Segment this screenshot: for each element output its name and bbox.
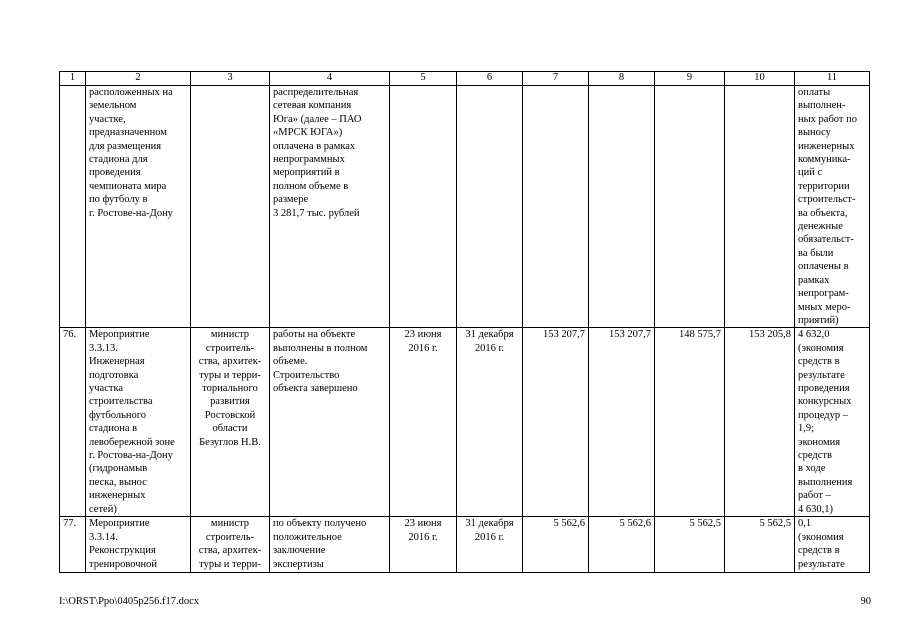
responsible-person: министр строитель- ства, архитек- туры и терри- bbox=[191, 517, 270, 573]
measure-name: расположенных на земельном участке, предназначенном для размещения стадиона для проведения чемпионата мира по футболу в г. Ростове-на-Дону bbox=[86, 86, 191, 328]
end-date bbox=[457, 86, 523, 328]
end-date: 31 декабря 2016 г. bbox=[457, 517, 523, 573]
remark: оплаты выполнен- ных работ по выносу инженерных коммуника- ций с территории строительст- ва объекта, денежные обязательст- ва были оплачены в рамках непрограм- мных меро- приятий) bbox=[795, 86, 870, 328]
column-header: 6 bbox=[457, 72, 523, 86]
remark: 0,1 (экономия средств в результате bbox=[795, 517, 870, 573]
start-date: 23 июня 2016 г. bbox=[390, 517, 457, 573]
actual-value bbox=[655, 86, 725, 328]
measure-name: Мероприятие 3.3.14. Реконструкция тренировочной bbox=[86, 517, 191, 573]
contract-value: 5 562,6 bbox=[589, 517, 655, 573]
page-number: 90 bbox=[860, 596, 871, 607]
result-description: распределительная сетевая компания Юга» (далее – ПАО «МРСК ЮГА») оплачена в рамках непрограммных мероприятий в полном объеме в размере 3 281,7 тыс. рублей bbox=[270, 86, 390, 328]
column-header: 2 bbox=[86, 72, 191, 86]
header-row bbox=[60, 72, 870, 86]
column-header: 10 bbox=[725, 72, 795, 86]
plan-value: 153 207,7 bbox=[523, 328, 589, 517]
measure-name: Мероприятие 3.3.13. Инженерная подготовка участка строительства футбольного стадиона в левобережной зоне г. Ростова-на-Дону (гидронамыв песка, вынос инженерных сетей) bbox=[86, 328, 191, 517]
remark: 4 632,0 (экономия средств в результате проведения конкурсных процедур – 1,9; экономия средств в ходе выполнения работ – 4 630,1) bbox=[795, 328, 870, 517]
fact-value bbox=[725, 86, 795, 328]
column-header: 9 bbox=[655, 72, 725, 86]
responsible-person bbox=[191, 86, 270, 328]
column-header: 1 bbox=[60, 72, 86, 86]
start-date: 23 июня 2016 г. bbox=[390, 328, 457, 517]
responsible-person: министр строитель- ства, архитек- туры и терри- ториального развития Ростовской области Безуглов Н.В. bbox=[191, 328, 270, 517]
fact-value: 5 562,5 bbox=[725, 517, 795, 573]
plan-value: 5 562,6 bbox=[523, 517, 589, 573]
result-description: работы на объекте выполнены в полном объеме. Строительство объекта завершено bbox=[270, 328, 390, 517]
table-row bbox=[60, 86, 870, 328]
column-header: 5 bbox=[390, 72, 457, 86]
column-header: 8 bbox=[589, 72, 655, 86]
end-date: 31 декабря 2016 г. bbox=[457, 328, 523, 517]
footer-file-path: I:\ORST\Ppo\0405p256.f17.docx bbox=[59, 596, 200, 607]
fact-value: 153 205,8 bbox=[725, 328, 795, 517]
table-row bbox=[60, 517, 870, 573]
column-header: 11 bbox=[795, 72, 870, 86]
plan-value bbox=[523, 86, 589, 328]
table-row bbox=[60, 328, 870, 517]
actual-value: 148 575,7 bbox=[655, 328, 725, 517]
contract-value bbox=[589, 86, 655, 328]
start-date bbox=[390, 86, 457, 328]
column-header: 3 bbox=[191, 72, 270, 86]
column-header: 4 bbox=[270, 72, 390, 86]
result-description: по объекту получено положительное заключение экспертизы bbox=[270, 517, 390, 573]
contract-value: 153 207,7 bbox=[589, 328, 655, 517]
row-number: 76. bbox=[60, 328, 86, 517]
column-header: 7 bbox=[523, 72, 589, 86]
row-number bbox=[60, 86, 86, 328]
actual-value: 5 562,5 bbox=[655, 517, 725, 573]
row-number: 77. bbox=[60, 517, 86, 573]
report-table bbox=[59, 71, 870, 573]
